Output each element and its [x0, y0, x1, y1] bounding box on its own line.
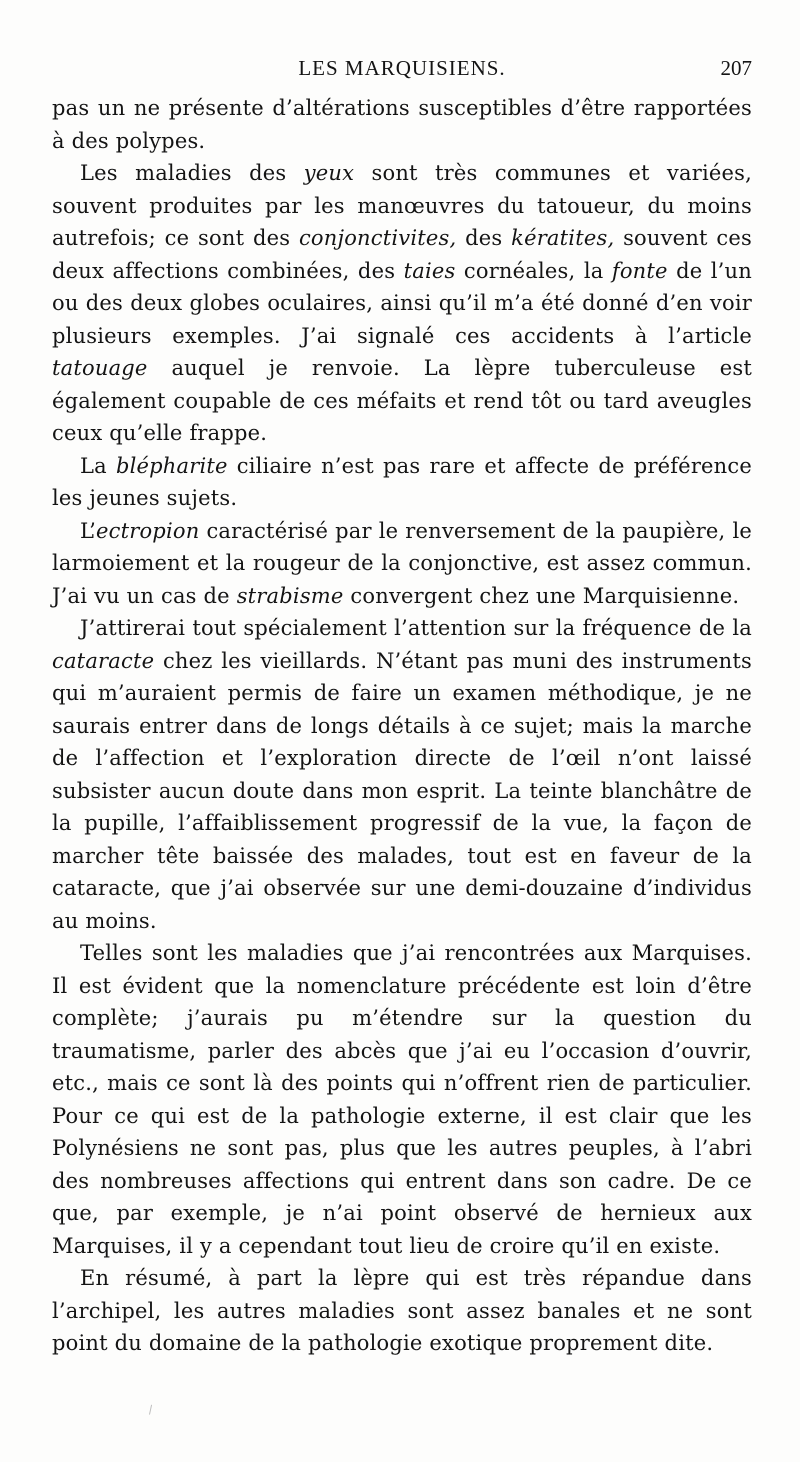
italic-term: cataracte — [52, 648, 155, 673]
paragraph — [52, 157, 752, 450]
italic-term: taies — [403, 258, 456, 283]
italic-term: conjonctivites, — [298, 226, 457, 250]
text-run: Telles sont les maladies que j’ai rencontrées aux Marquises. Il est évident que la nomenclature précédente est loin d’être complète; j’aurais pu m’étendre sur la question du traumatisme, parler des abcès que j’ai eu l’occasion d’ouvrir, etc., mais ce sont là des points qui n’offrent rien de particulier. Pour ce qui est de la pathologie externe, il est clair que les Polynésiens ne sont pas, plus que les autres peuples, à l’abri des nombreuses affections qui entrent dans son cadre. De ce que, par exemple, je n’ai point observé de hernieux aux Marquises, il y a cependant tout lieu de croire qu’il en existe. — [52, 941, 752, 1258]
italic-term: kératites, — [511, 226, 615, 250]
text-run: souvent ces deux affections combinées, des — [52, 226, 752, 283]
text-run: ciliaire n’est pas rare et affecte de préférence les jeunes sujets. — [52, 453, 752, 510]
italic-term: ectropion — [96, 518, 200, 543]
text-run: de l’un ou des deux globes oculaires, ainsi qu’il m’a été donné d’en voir plusieurs exemples. J’ai signalé ces accidents à l’article — [52, 258, 753, 348]
text-run: cornéales, la — [455, 258, 612, 283]
text-run: J’attirerai tout spécialement l’attention sur la fréquence de la — [80, 616, 752, 640]
text-run: La — [80, 453, 116, 478]
paragraph — [52, 1262, 752, 1360]
text-run: sont très communes et variées, souvent produites par les manœuvres du tatoueur, du moins autrefois; ce sont des — [52, 161, 752, 250]
running-head: LES MARQUISIENS. — [298, 56, 506, 80]
text-run: chez les vieillards. N’étant pas muni des instruments qui m’auraient permis de faire un examen méthodique, je ne saurais entrer dans de longs détails à ce sujet; mais la marche de l’affection et l’exploration directe de l’œil n’ont laissé subsister aucun doute dans mon esprit. La teinte blanchâtre de la pupille, l’affaiblissement progressif de la vue, la façon de marcher tête baissée des malades, tout est en faveur de la cataracte, que j’ai observée sur une demi-douzaine d’individus au moins. — [52, 648, 752, 933]
text-run: En résumé, à part la lèpre qui est très répandue dans l’archipel, les autres maladies sont assez banales et ne sont point du domaine de la pathologie exotique proprement dite. — [52, 1266, 752, 1355]
page-header — [52, 56, 752, 86]
italic-term: blépharite — [115, 453, 228, 478]
italic-term: tatouage — [52, 356, 148, 380]
text-run: convergent chez une Marquisienne. — [343, 583, 740, 608]
page-number: 207 — [720, 56, 752, 80]
text-run: auquel je renvoie. La lèpre tuberculeuse est également coupable de ces méfaits et rend tôt ou tard aveugles ceux qu’elle frappe. — [52, 356, 752, 445]
text-run: pas un ne présente d’altérations susceptibles d’être rapportées à des polypes. — [52, 96, 752, 153]
paragraph — [52, 450, 752, 515]
text-run: L’ — [80, 518, 96, 543]
italic-term: fonte — [611, 258, 668, 283]
body-text — [52, 92, 752, 1360]
italic-term: strabisme — [236, 583, 344, 608]
text-run: caractérisé par le renversement de la paupière, le larmoiement et la rougeur de la conjonctive, est assez commun. J’ai vu un cas de — [52, 518, 752, 608]
paragraph — [52, 937, 752, 1262]
text-run: des — [456, 226, 512, 250]
stray-mark — [149, 1405, 155, 1416]
paragraph — [52, 515, 752, 613]
paragraph — [52, 612, 752, 937]
text-run: Les maladies des — [80, 161, 304, 185]
paragraph — [52, 92, 752, 157]
italic-term: yeux — [303, 161, 355, 185]
